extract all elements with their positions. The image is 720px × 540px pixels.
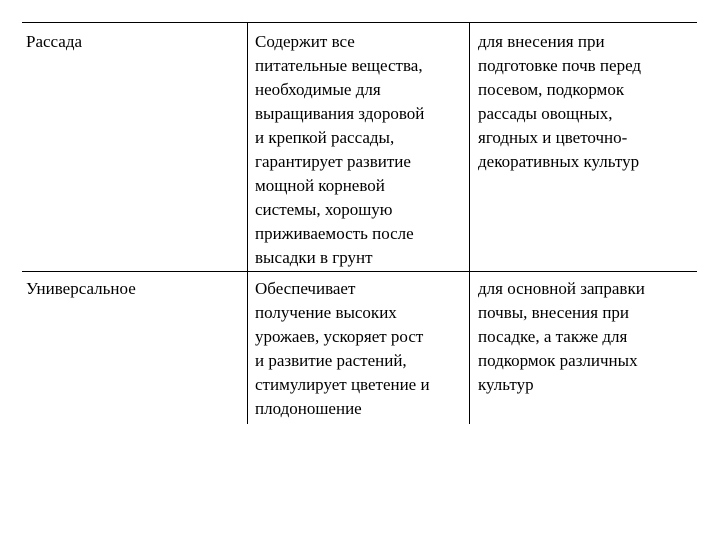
row-2-name: Универсальное bbox=[26, 279, 136, 298]
row-divider bbox=[22, 271, 697, 272]
row-1-usage: для внесения при подготовке почв перед посевом, подкормок рассады овощных, ягодных и цветочно- декоративных культур bbox=[478, 32, 642, 171]
fertilizer-table bbox=[22, 22, 697, 424]
table-top-border bbox=[22, 22, 697, 23]
row-1-description: Содержит все питательные вещества, необходимые для выращивания здоровой и крепкой рассады, гарантирует развитие мощной корневой системы, хорошую приживаемость после высадки в грунт bbox=[255, 32, 425, 267]
row-2-usage: для основной заправки почвы, внесения при посадке, а также для подкормок различных культур bbox=[478, 279, 645, 394]
row-1-name: Рассада bbox=[26, 32, 83, 51]
row-2-description: Обеспечивает получение высоких урожаев, ускоряет рост и развитие растений, стимулирует цветение и плодоношение bbox=[255, 279, 430, 418]
column-divider-2 bbox=[469, 22, 470, 424]
column-divider-1 bbox=[247, 22, 248, 424]
